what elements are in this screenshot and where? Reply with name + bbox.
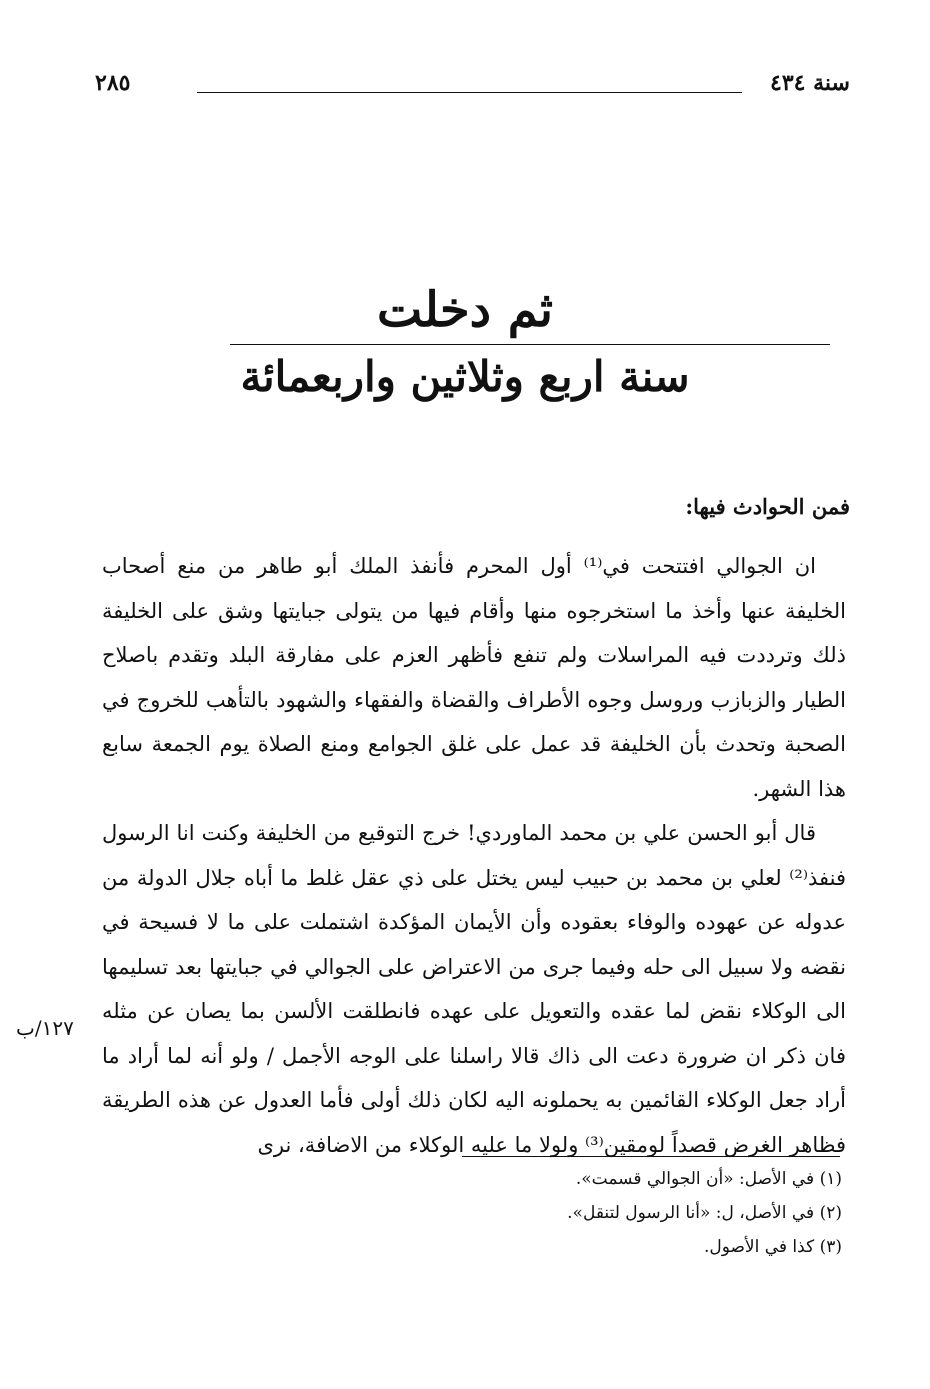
- footnote: (٣) كذا في الأصول.: [703, 1237, 842, 1257]
- section-heading: فمن الحوادث فيها:: [685, 494, 850, 519]
- running-header: [95, 70, 850, 110]
- paragraph: قال أبو الحسن علي بن محمد الماوردي! خرج التوقيع من الخليفة وكنت انا الرسول فنفذ⁽²⁾ لعلي بن محمد بن حبيب ليس يختل على ذي عقل غلط ما أباه جلال الدولة من عدوله عن عهوده والوفاء بعقوده وأن الأيمان المؤكدة اشتملت على ما لا فسيحة في نقضه ولا سبيل الى حله وفيما جرى من الاعتراض على الجوالي في جبايتها بعد تسليمها الى الوكلاء نقض لما عقده والتعويل على عهده فانطلقت الألسن بما يصان عن مثله فان ذكر ان ضرورة دعت الى ذاك قالا راسلنا على الوجه الأجمل / ولو أنه لما أراد ما أراد جعل الوكلاء القائمين به يحملونه اليه لكان ذلك أولى فأما العدول عن هذه الطريقة فظاهر الغرض قصداً لومقين⁽³⁾ ولولا ما عليه الوكلاء من الاضافة، نرى: [102, 821, 846, 1157]
- chapter-title-line1: ثم دخلت: [376, 282, 554, 338]
- footnote: (٢) في الأصل، ل: «أنا الرسول لتنقل».: [567, 1203, 842, 1223]
- header-rule: [197, 92, 742, 93]
- paragraph: ان الجوالي افتتحت في⁽¹⁾ أول المحرم فأنفذ الملك أبو طاهر من منع أصحاب الخليفة عنها وأخذ ما استخرجوه منها وأقام فيها من يتولى جبايتها وشق على الخليفة ذلك وترددت فيه المراسلات ولم تنفع فأظهر العزم على مفارقة البلد وتقدم باصلاح الطيار والزبازب وروسل وجوه الأطراف والقضاة والفقهاء والشهود بالتأهب للخروج في الصحبة وتحدث بأن الخليفة قد عمل على غلق الجوامع ومنع الصلاة يوم الجمعة سابع هذا الشهر.: [102, 554, 846, 801]
- footnote: (١) في الأصل: «أن الجوالي قسمت».: [575, 1169, 842, 1189]
- title-divider: [230, 344, 830, 345]
- body-text: [102, 544, 846, 1167]
- chapter-title-line2: سنة اربع وثلاثين واربعمائة: [240, 352, 690, 401]
- footnote-divider: [462, 1156, 840, 1157]
- page-number: ٢٨٥: [95, 70, 131, 96]
- manuscript-folio-note: ١٢٧/ب: [16, 1016, 74, 1040]
- footnotes: [567, 1162, 842, 1264]
- header-year-label: سنة ٤٣٤: [770, 70, 850, 96]
